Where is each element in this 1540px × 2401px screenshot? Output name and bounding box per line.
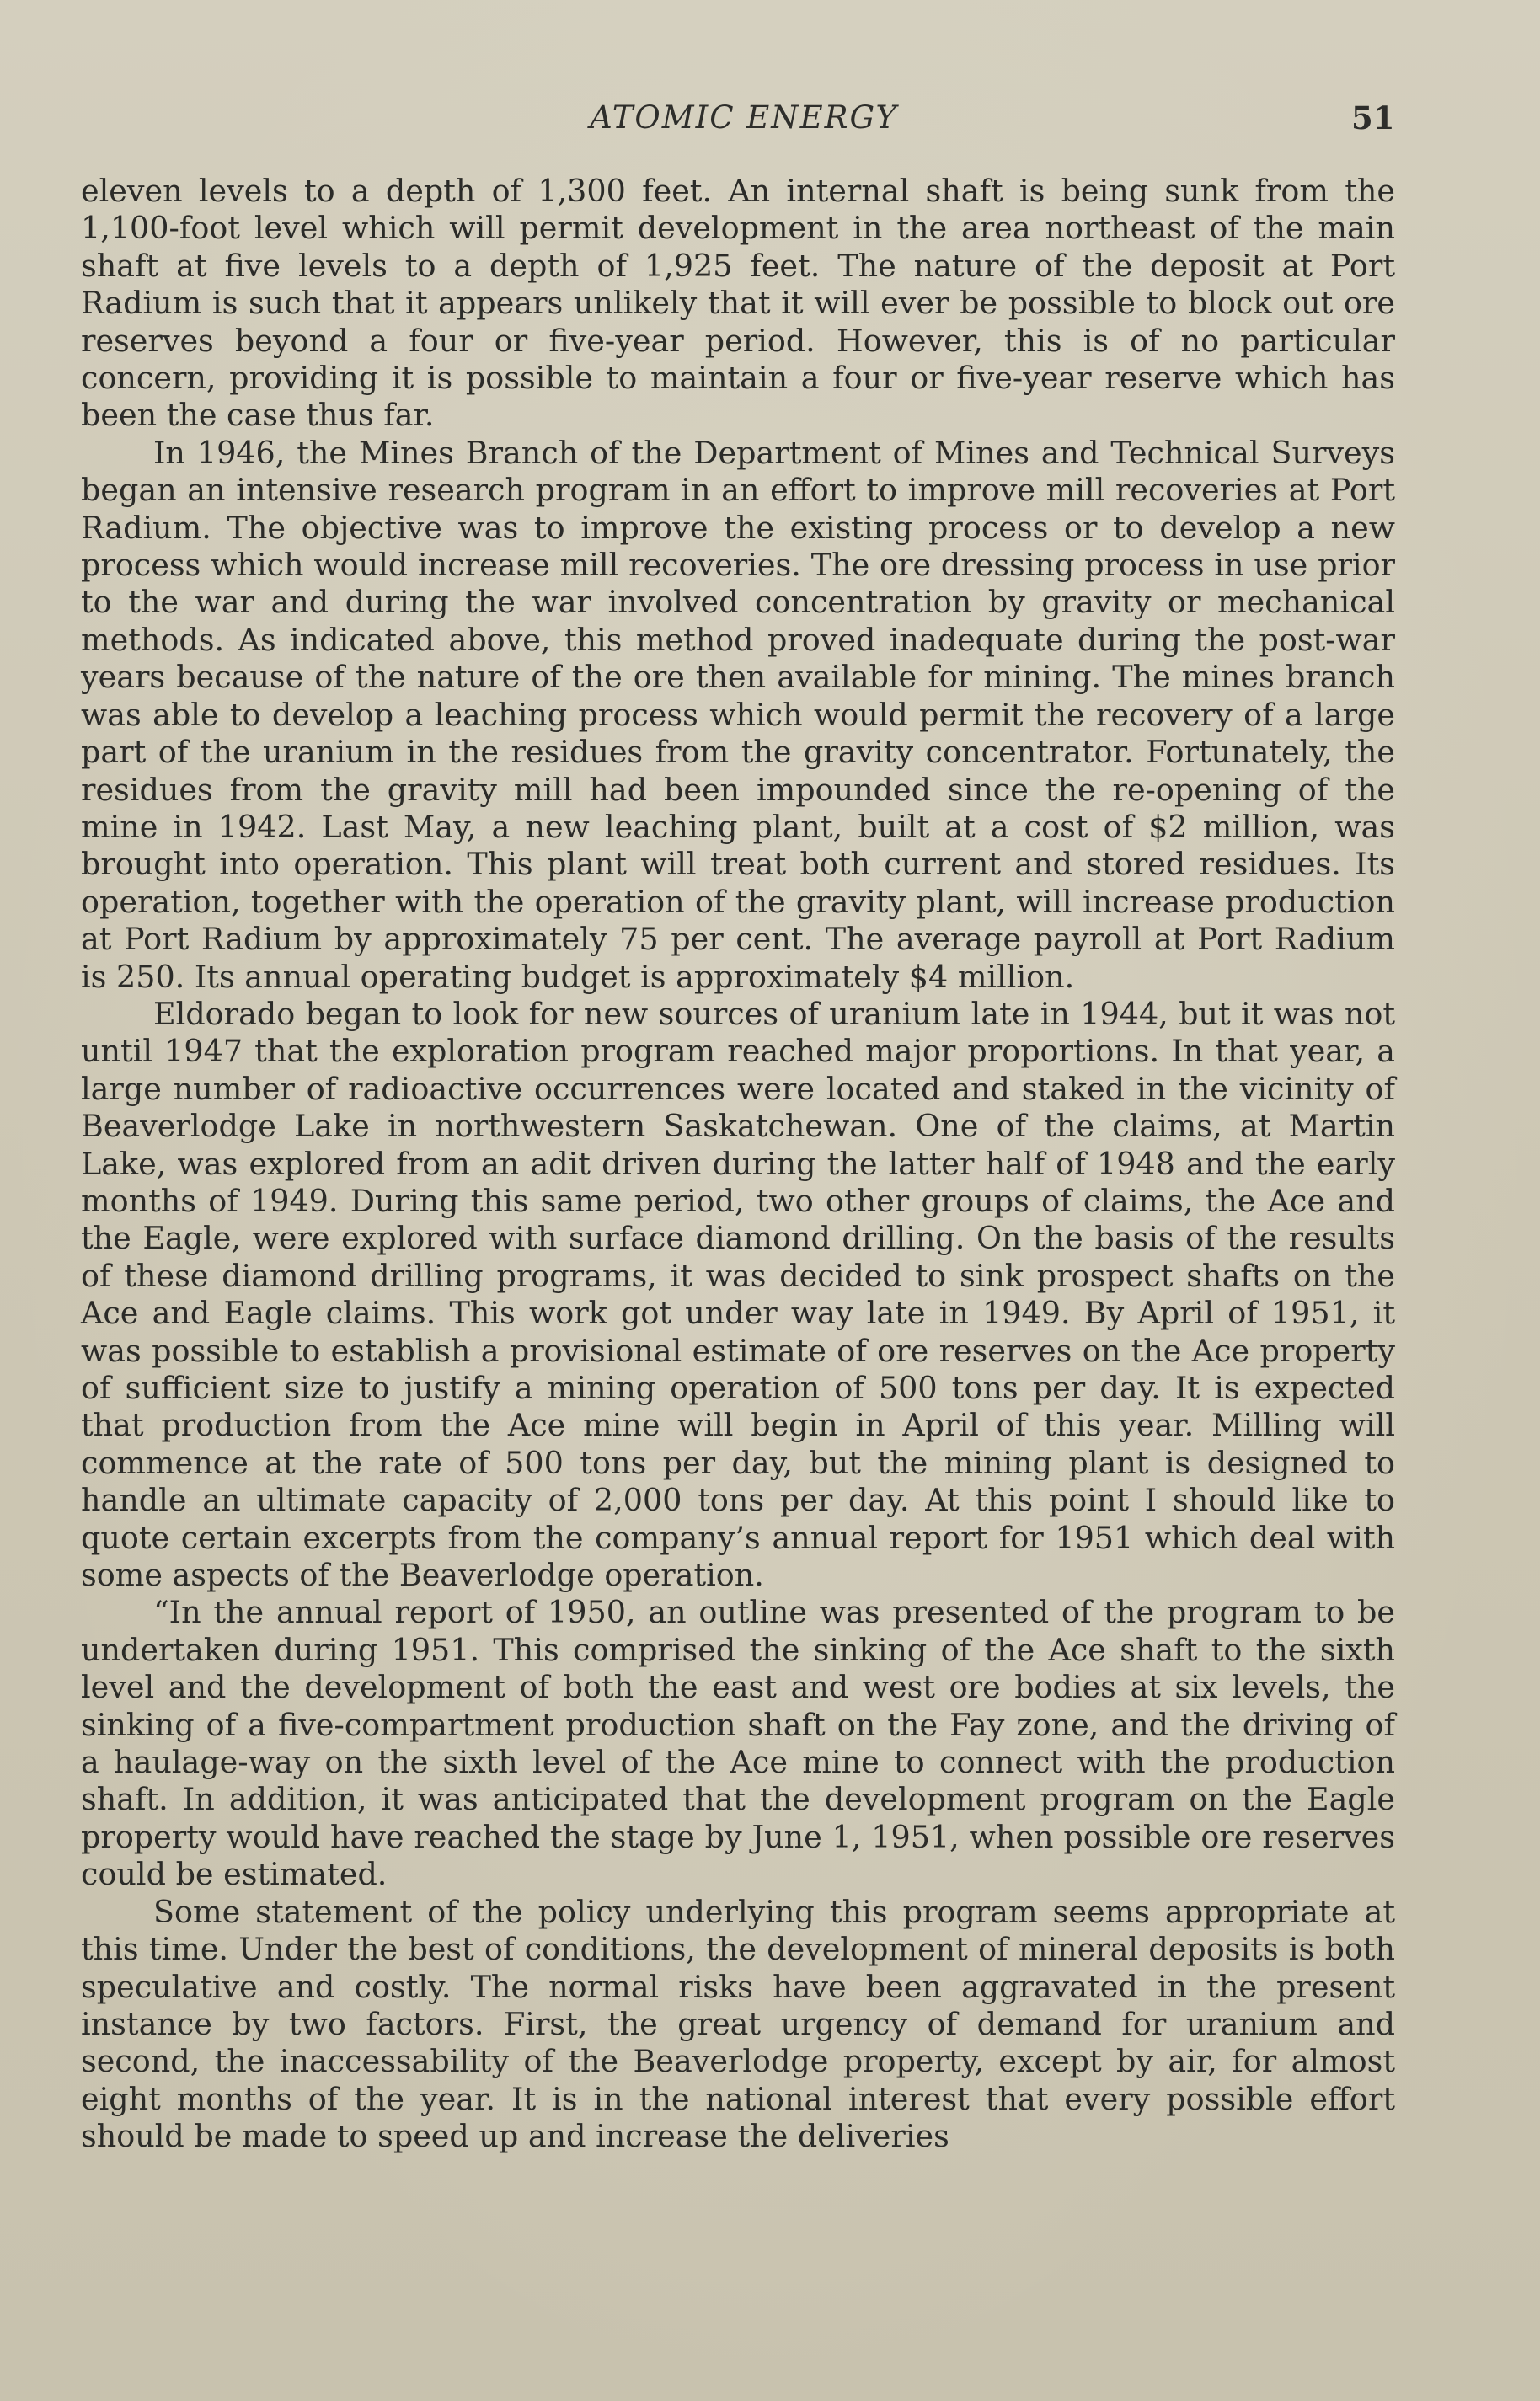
body-text (81, 173, 1395, 2156)
paragraph-quote: “In the annual report of 1950, an outline was presented of the program to be undertaken during 1951. This comprised the sinking of the Ace shaft to the sixth level and the development of both the east and west ore bodies at six levels, the sinking of a five-compartment production shaft on the Fay zone, and the driving of a haulage-way on the sixth level of the Ace mine to connect with the production shaft. In addition, it was anticipated that the development program on the Eagle property would have reached the stage by June 1, 1951, when possible ore reserves could be estimated. (81, 1594, 1395, 1893)
page-number: 51 (1351, 99, 1395, 136)
paragraph: Some statement of the policy underlying this program seems appropriate at this time. Under the best of conditions, the development of mineral deposits is both speculative and costly. The normal risks have been aggravated in the present instance by two factors. First, the great urgency of demand for uranium and second, the inaccessability of the Beaverlodge property, except by air, for almost eight months of the year. It is in the national interest that every possible effort should be made to speed up and increase the deliveries (81, 1893, 1395, 2155)
paragraph: Eldorado began to look for new sources of uranium late in 1944, but it was not until 1947 that the exploration program reached major proportions. In that year, a large number of radioactive occurrences were located and staked in the vicinity of Beaverlodge Lake in northwestern Saskatchewan. One of the claims, at Martin Lake, was explored from an adit driven during the latter half of 1948 and the early months of 1949. During this same period, two other groups of claims, the Ace and the Eagle, were explored with surface diamond drilling. On the basis of the results of these diamond drilling programs, it was decided to sink prospect shafts on the Ace and Eagle claims. This work got under way late in 1949. By April of 1951, it was possible to establish a provisional estimate of ore reserves on the Ace property of sufficient size to justify a mining operation of 500 tons per day. It is expected that production from the Ace mine will begin in April of this year. Milling will commence at the rate of 500 tons per day, but the mining plant is designed to handle an ultimate capacity of 2,000 tons per day. At this point I should like to quote certain excerpts from the company’s annual report for 1951 which deal with some aspects of the Beaverlodge operation. (81, 995, 1395, 1594)
paragraph: In 1946, the Mines Branch of the Department of Mines and Technical Surveys began an intensive research program in an effort to improve mill recoveries at Port Radium. The objective was to improve the existing process or to develop a new process which would increase mill recoveries. The ore dressing process in use prior to the war and during the war involved concentration by gravity or mechanical methods. As indicated above, this method proved inadequate during the post-war years because of the nature of the ore then available for mining. The mines branch was able to develop a leaching process which would permit the recovery of a large part of the uranium in the residues from the gravity concentrator. Fortunately, the residues from the gravity mill had been impounded since the re-opening of the mine in 1942. Last May, a new leaching plant, built at a cost of $2 million, was brought into operation. This plant will treat both current and stored residues. Its operation, together with the operation of the gravity plant, will increase production at Port Radium by approximately 75 per cent. The average payroll at Port Radium is 250. Its annual operating budget is approximately $4 million. (81, 434, 1395, 995)
running-head (0, 99, 1540, 150)
paragraph-continued: eleven levels to a depth of 1,300 feet. An internal shaft is being sunk from the 1,100-foot level which will permit development in the area northeast of the main shaft at five levels to a depth of 1,925 feet. The nature of the deposit at Port Radium is such that it appears unlikely that it will ever be possible to block out ore reserves beyond a four or five-year period. However, this is of no particular concern, providing it is possible to maintain a four or five-year reserve which has been the case thus far. (81, 173, 1395, 434)
running-title: ATOMIC ENERGY (590, 99, 898, 136)
